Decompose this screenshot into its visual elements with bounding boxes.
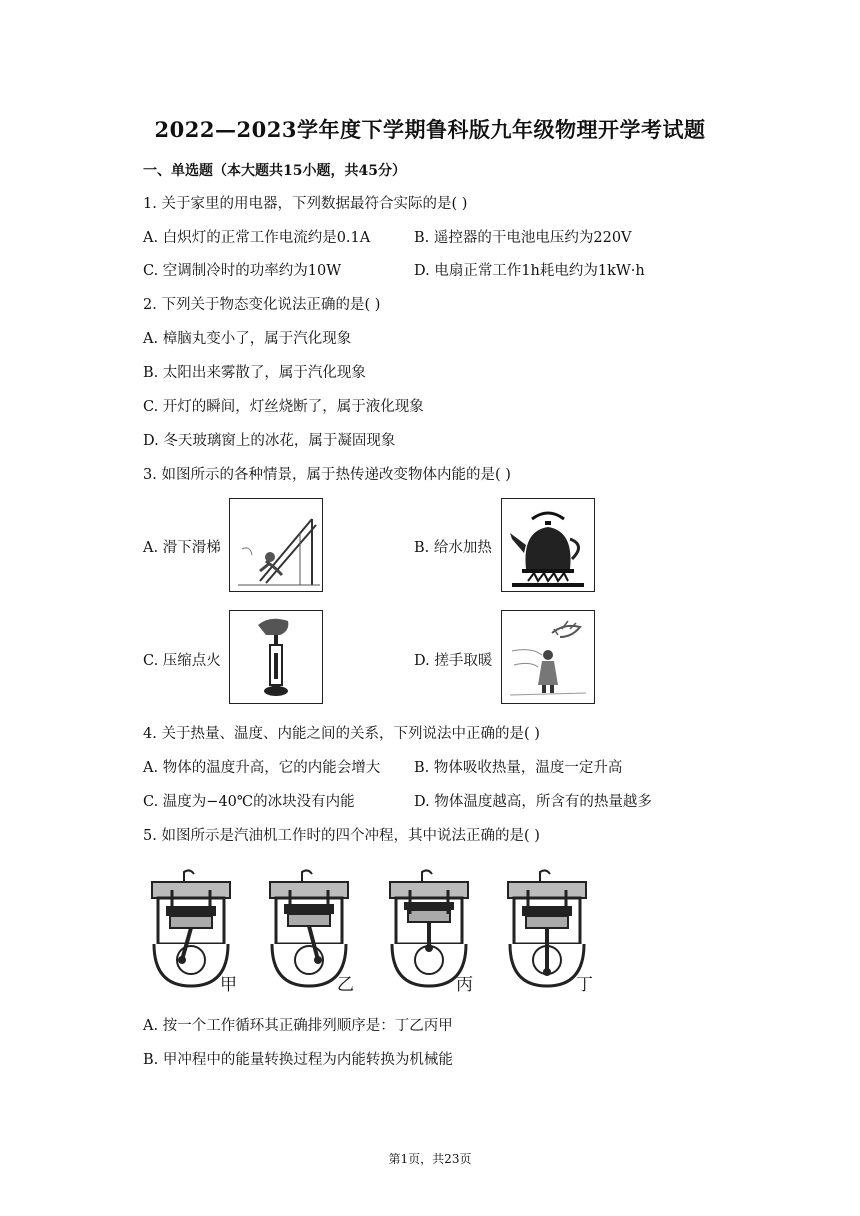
- question-4-stem: 4. 关于热量、温度、内能之间的关系，下列说法中正确的是( ): [143, 726, 540, 742]
- page-footer: 第1页，共23页: [388, 1152, 472, 1166]
- question-4-option-d: D. 物体温度越高，所含有的热量越多: [414, 794, 652, 810]
- question-2-option-d: D. 冬天玻璃窗上的冰花，属于凝固现象: [143, 433, 396, 449]
- rubbing-hands-illustration: [501, 610, 595, 704]
- section-heading: 一、单选题（本大题共15小题，共45分）: [143, 163, 406, 179]
- question-2-stem: 2. 下列关于物态变化说法正确的是( ): [143, 297, 381, 313]
- slide-illustration: [229, 498, 323, 592]
- page-title: 2022—2023学年度下学期鲁科版九年级物理开学考试题: [154, 117, 706, 142]
- question-3-option-d: D. 搓手取暖: [414, 653, 493, 669]
- question-5-stem: 5. 如图所示是汽油机工作时的四个冲程，其中说法正确的是( ): [143, 828, 540, 844]
- engine-label-1: 甲: [220, 975, 237, 995]
- kettle-heating-illustration: [501, 498, 595, 592]
- compression-ignition-illustration: [229, 610, 323, 704]
- question-4-option-c: C. 温度为−40℃的冰块没有内能: [143, 794, 355, 810]
- question-1-option-a: A. 白炽灯的正常工作电流约是0.1A: [143, 230, 371, 246]
- engine-label-3: 丙: [456, 975, 473, 995]
- question-2-option-c: C. 开灯的瞬间，灯丝烧断了，属于液化现象: [143, 399, 424, 415]
- question-1-stem: 1. 关于家里的用电器，下列数据最符合实际的是( ): [143, 196, 468, 212]
- question-3-stem: 3. 如图所示的各种情景，属于热传递改变物体内能的是( ): [143, 467, 511, 483]
- question-3-option-b: B. 给水加热: [414, 540, 492, 556]
- question-1-option-d: D. 电扇正常工作1h耗电约为1kW·h: [414, 263, 645, 279]
- question-5-option-a: A. 按一个工作循环其正确排列顺序是：丁乙丙甲: [143, 1018, 453, 1034]
- question-2-option-b: B. 太阳出来雾散了，属于汽化现象: [143, 365, 366, 381]
- question-1-option-c: C. 空调制冷时的功率约为10W: [143, 263, 342, 279]
- question-5-option-b: B. 甲冲程中的能量转换过程为内能转换为机械能: [143, 1052, 453, 1068]
- engine-label-2: 乙: [337, 975, 354, 995]
- engine-label-4: 丁: [576, 975, 593, 995]
- question-3-option-a: A. 滑下滑梯: [143, 540, 221, 556]
- question-4-option-b: B. 物体吸收热量，温度一定升高: [414, 760, 623, 776]
- question-3-option-c: C. 压缩点火: [143, 653, 221, 669]
- question-2-option-a: A. 樟脑丸变小了，属于汽化现象: [143, 331, 352, 347]
- question-4-option-a: A. 物体的温度升高，它的内能会增大: [143, 760, 381, 776]
- question-1-option-b: B. 遥控器的干电池电压约为220V: [414, 230, 632, 246]
